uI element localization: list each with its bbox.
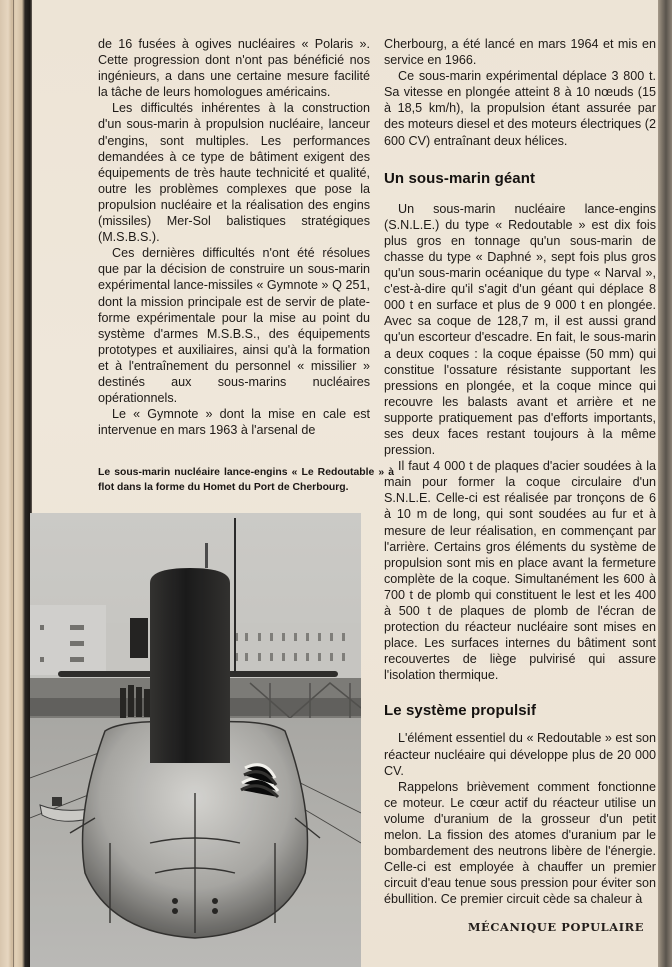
photo-caption: Le sous-marin nucléaire lance-engins « Le Redoutable » à flot dans la forme du Homet du Port de Cherbourg. xyxy=(98,467,394,493)
magazine-footer: MÉCANIQUE POPULAIRE xyxy=(467,920,644,934)
section-heading: Un sous-marin géant xyxy=(384,169,536,187)
paragraph: L'élément essentiel du « Redoutable » est son réacteur nucléaire qui développe plus de 20 000 CV. xyxy=(384,731,656,778)
paragraph: de 16 fusées à ogives nucléaires « Polaris ». Cette progression dont n'ont pas bénéficié nos ingénieurs, a dans une certaine mesure facilité la tâche de leurs homologues américains. xyxy=(98,37,370,100)
paragraph: Un sous-marin nucléaire lance-engins (S.N.L.E.) du type « Redoutable » est dix fois plus gros en tonnage qu'un sous-marin de chasse du type « Daphné », sept fois plus gros qu'un sous-marin océanique du type « Narval », c'est-à-dire qu'il s'agit d'un géant qui déplace 8 000 t en surface et plus de 9 000 t en plongée. Avec sa coque de 128,7 m, il est aussi grand qu'un escorteur d'escadre. En fait, le sous-marin a deux coques : la coque épaisse (50 mm) qui constitue l'ossature résistante supportant les pressions en plongée, et la coque mince qui recouvre les balasts avant et arrière et ne supporte pratiquement pas d'efforts importants, ses deux faces restant toujours à la même pression. xyxy=(384,201,656,458)
paragraph: Il faut 4 000 t de plaques d'acier soudées à la main pour former la coque circulaire d'un S.N.L.E. Celle-ci est réalisée par tronçons de 6 à 10 m de long, qui sont soudées au fur et à mesure de leur réalisation, en commençant par l'arrière. Certains gros éléments du système de propulsion sont mis en place avant la fermeture complète de la coque. Simultanément les 600 à 700 t de plomb qui constituent le lest et les 400 à 500 t de plaques de plomb de l'écran de protection du réacteur nucléaire sont mises en place. Les surfaces internes du bâtiment sont recouvertes de liège pulvirisé qui assure l'isolation thermique. xyxy=(384,459,656,683)
paragraph: Ce sous-marin expérimental déplace 3 800 t. Sa vitesse en plongée atteint 8 à 10 nœuds (15 à 18,5 km/h), la propulsion étant assurée par des moteurs diesel et des moteurs électriques (2 600 CV) entraînant deux hélices. xyxy=(384,69,656,148)
submarine-photo xyxy=(30,513,361,967)
paragraph: Ces dernières difficultés n'ont été résolues que par la décision de construire un sous-marin expérimental lance-missiles « Gymnote » Q 251, dont la mission principale est de servir de plate-forme expérimentale pour la mise au point du système d'armes M.S.B.S., des équipements prototypes et auxiliaires, ainsi qu'à la formation et à l'entraînement du personnel « missilier » destinés aux sous-marins nucléaires opérationnels. xyxy=(98,246,370,406)
section-heading: Le système propulsif xyxy=(384,702,537,720)
paragraph: Les difficultés inhérentes à la construction d'un sous-marin à propulsion nucléaire, lanceur d'engins, sont multiples. Les performances demandées à ce type de bâtiment exigent des équipements de très haute technicité et qualité, outre les problèmes complexes que pose la propulsion nucléaire et la réalisation des engins (missiles) Mer-Sol balistiques stratégiques (M.S.B.S.). xyxy=(98,101,370,245)
paragraph: Le « Gymnote » dont la mise en cale est intervenue en mars 1963 à l'arsenal de xyxy=(98,407,370,438)
magazine-page xyxy=(32,0,658,967)
book-binding xyxy=(0,0,32,967)
paragraph: Rappelons brièvement comment fonctionne ce moteur. Le cœur actif du réacteur utilise un volume d'uranium de la grosseur d'un petit melon. La fission des atomes d'uranium par le bombardement des neutrons libère de l'énergie. Celle-ci est employée à chauffer un premier circuit d'eau tenue sous pression pour éviter son ébullition. Ce premier circuit cède sa chaleur à xyxy=(384,779,656,907)
paragraph: Cherbourg, a été lancé en mars 1964 et mis en service en 1966. xyxy=(384,37,656,68)
next-page-edge xyxy=(658,0,672,967)
right-column xyxy=(384,36,656,908)
left-column xyxy=(98,36,370,438)
